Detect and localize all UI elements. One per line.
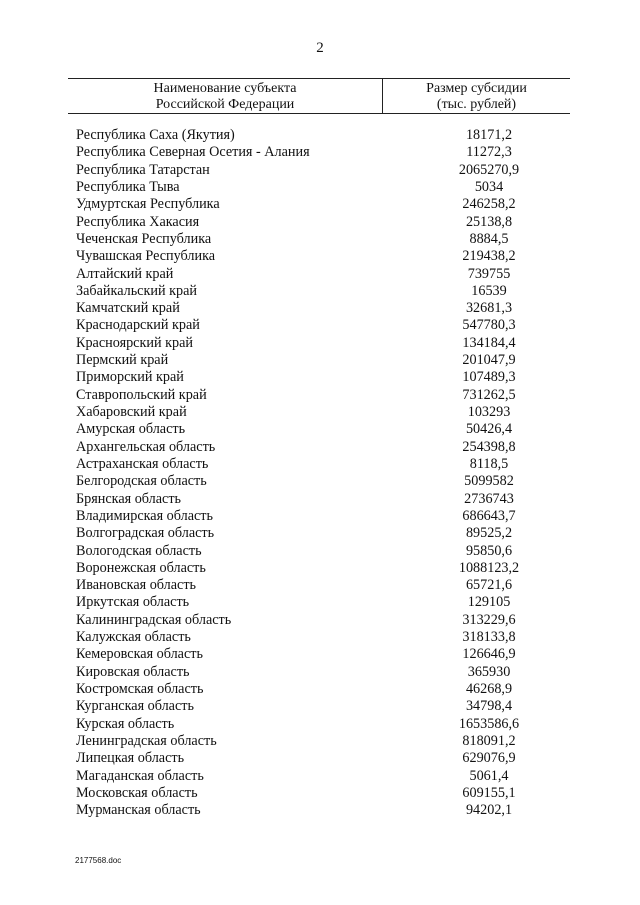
region-name: Костромская область: [76, 681, 204, 697]
header-subsidy-line-1: Размер субсидии: [426, 81, 527, 96]
region-name: Пермский край: [76, 352, 169, 369]
region-name: Ленинградская область: [76, 732, 217, 749]
table-row: [76, 162, 570, 179]
subsidy-amount: 201047,9: [462, 352, 516, 369]
table-row: [76, 785, 570, 802]
header-subject-line-2: Российской Федерации: [155, 97, 295, 112]
table-row: [76, 179, 570, 196]
region-name: Алтайский край: [76, 265, 174, 282]
region-name: Кемеровская область: [76, 646, 203, 663]
subsidy-amount: 1088123,2: [458, 559, 520, 576]
subsidy-amount: 94202,1: [465, 802, 513, 819]
subsidy-amount: 686643,7: [462, 507, 516, 524]
table-row: [76, 248, 570, 265]
region-name: Воронежская область: [76, 559, 206, 576]
subsidy-amount: 103293: [467, 404, 511, 420]
subsidy-amount: 8884,5: [469, 230, 509, 247]
table-row: [76, 144, 570, 161]
table-row: [76, 750, 570, 767]
table-row: [76, 421, 570, 438]
header-subsidy-column: [383, 81, 570, 113]
subsidy-amount: 2736743: [464, 490, 514, 507]
table-row: [76, 369, 570, 386]
subsidy-amount: 547780,3: [462, 317, 516, 334]
subsidy-amount: 318133,8: [462, 629, 516, 646]
region-name: Калининградская область: [76, 611, 232, 628]
page-number: 2: [316, 40, 324, 56]
subsidy-amount: 11272,3: [466, 144, 512, 161]
table-row: [76, 802, 570, 819]
subsidy-amount: 254398,8: [462, 438, 516, 455]
table-row: [76, 456, 570, 473]
region-name: Чеченская Республика: [76, 230, 212, 247]
table-header: [68, 78, 570, 114]
region-name: Волгоградская область: [76, 525, 215, 542]
subsidy-amount: 18171,2: [465, 127, 513, 143]
region-name: Брянская область: [76, 490, 182, 507]
footer-filename: 2177568.doc: [75, 856, 122, 865]
table-row: [76, 698, 570, 715]
region-name: Курганская область: [76, 698, 194, 715]
region-name: Архангельская область: [76, 438, 216, 455]
region-name: Удмуртская Республика: [76, 196, 220, 213]
region-name: Хабаровский край: [76, 404, 187, 420]
table-row: [76, 404, 570, 421]
subsidy-amount: 126646,9: [462, 646, 516, 663]
subsidy-amount: 16539: [471, 282, 507, 299]
region-name: Калужская область: [76, 629, 191, 646]
table-row: [76, 491, 570, 508]
table-row: [76, 594, 570, 611]
subsidy-amount: 365930: [467, 663, 511, 680]
region-name: Красноярский край: [76, 334, 193, 351]
subsidy-amount: 313229,6: [462, 611, 516, 628]
subsidy-amount: 32681,3: [465, 300, 513, 317]
region-name: Краснодарский край: [76, 317, 200, 334]
region-name: Ставропольский край: [76, 386, 207, 403]
table-row: [76, 716, 570, 733]
subsidy-amount: 34798,4: [465, 698, 513, 715]
region-name: Республика Татарстан: [76, 161, 210, 178]
table-row: [76, 768, 570, 785]
subsidy-amount: 129105: [467, 594, 511, 611]
subsidy-amount: 107489,3: [462, 369, 516, 386]
table-row: [76, 560, 570, 577]
table-row: [76, 664, 570, 681]
region-name: Забайкальский край: [76, 282, 197, 299]
region-name: Курская область: [76, 715, 175, 732]
subsidy-amount: 5034: [474, 178, 504, 195]
table-row: [76, 577, 570, 594]
subsidy-amount: 5061,4: [469, 767, 509, 784]
region-name: Амурская область: [76, 421, 186, 438]
table-row: [76, 439, 570, 456]
table-row: [76, 317, 570, 334]
subsidy-amount: 818091,2: [462, 732, 516, 749]
region-name: Иркутская область: [76, 594, 190, 611]
subsidy-amount: 134184,4: [462, 334, 516, 351]
table-row: [76, 352, 570, 369]
table-row: [76, 214, 570, 231]
table-row: [76, 335, 570, 352]
table-row: [76, 629, 570, 646]
region-name: Липецкая область: [76, 750, 185, 767]
subsidy-amount: 46268,9: [465, 681, 513, 697]
subsidy-amount: 1653586,6: [458, 715, 520, 732]
table-row: [76, 733, 570, 750]
subsidy-table-body: [76, 127, 570, 820]
table-row: [76, 508, 570, 525]
table-row: [76, 646, 570, 663]
region-name: Республика Северная Осетия - Алания: [76, 144, 310, 161]
region-name: Кировская область: [76, 663, 190, 680]
subsidy-amount: 5099582: [464, 473, 514, 490]
region-name: Вологодская область: [76, 542, 202, 559]
region-name: Приморский край: [76, 369, 184, 386]
subsidy-amount: 219438,2: [462, 248, 516, 265]
table-row: [76, 612, 570, 629]
table-row: [76, 127, 570, 144]
subsidy-amount: 2065270,9: [458, 161, 520, 178]
table-row: [76, 266, 570, 283]
table-row: [76, 231, 570, 248]
region-name: Чувашская Республика: [76, 248, 216, 265]
table-row: [76, 525, 570, 542]
table-row: [76, 300, 570, 317]
subsidy-amount: 25138,8: [465, 213, 513, 230]
header-subsidy-line-2: (тыс. рублей): [436, 97, 517, 112]
region-name: Камчатский край: [76, 300, 180, 317]
subsidy-amount: 246258,2: [462, 196, 516, 213]
table-row: [76, 196, 570, 213]
subsidy-amount: 50426,4: [465, 421, 513, 438]
region-name: Республика Хакасия: [76, 213, 200, 230]
subsidy-amount: 609155,1: [462, 784, 516, 801]
subsidy-amount: 739755: [467, 265, 511, 282]
subsidy-amount: 95850,6: [465, 542, 513, 559]
table-row: [76, 543, 570, 560]
table-row: [76, 473, 570, 490]
subsidy-amount: 629076,9: [462, 750, 516, 767]
region-name: Московская область: [76, 784, 198, 801]
region-name: Белгородская область: [76, 473, 207, 490]
subsidy-amount: 89525,2: [465, 525, 513, 542]
region-name: Астраханская область: [76, 455, 209, 472]
region-name: Владимирская область: [76, 507, 213, 524]
region-name: Республика Саха (Якутия): [76, 127, 235, 143]
table-row: [76, 283, 570, 300]
header-subject-column: [68, 81, 382, 113]
region-name: Магаданская область: [76, 767, 204, 784]
region-name: Республика Тыва: [76, 178, 180, 195]
subsidy-amount: 8118,5: [469, 455, 509, 472]
subsidy-amount: 731262,5: [462, 386, 516, 403]
header-subject-line-1: Наименование субъекта: [153, 81, 297, 96]
region-name: Ивановская область: [76, 577, 197, 594]
region-name: Мурманская область: [76, 802, 201, 819]
table-row: [76, 681, 570, 698]
subsidy-amount: 65721,6: [465, 577, 513, 594]
table-row: [76, 387, 570, 404]
